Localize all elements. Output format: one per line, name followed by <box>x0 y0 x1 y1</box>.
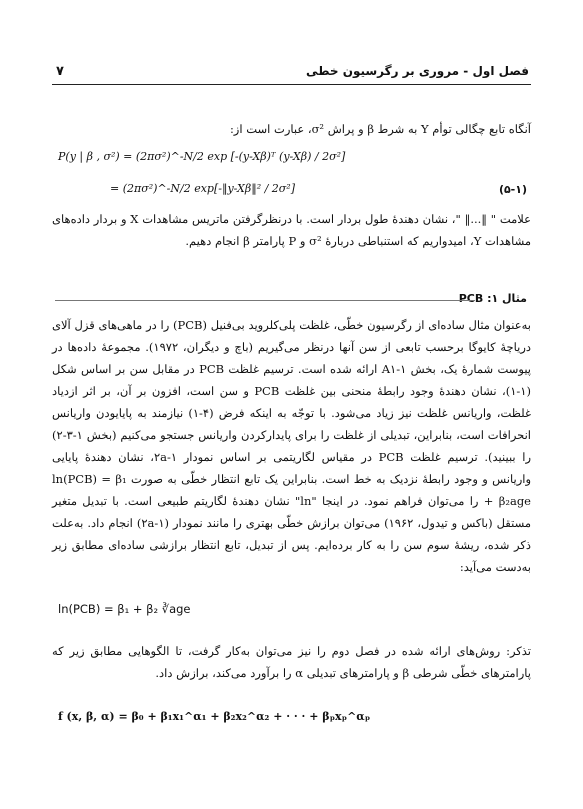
example-heading: مثال ۱: PCB <box>458 292 527 305</box>
page-header <box>52 62 531 85</box>
pcb-equation: ln(PCB) = β₁ + β₂ ∛age <box>58 602 191 616</box>
chapter-title: فصل اول - مروری بر رگرسیون خطی <box>306 64 529 78</box>
density-equation-line1: P(y | β , σ²) = (2πσ²)^-N/2 exp [-(y-Xβ)ᵀ (y-Xβ) / 2σ²] <box>58 150 346 163</box>
density-equation-line2: = (2πσ²)^-N/2 exp[-‖y-Xβ‖² / 2σ²] <box>110 182 296 195</box>
heading-rule <box>55 300 475 301</box>
note-paragraph: تذکر: روش‌های ارائه شده در فصل دوم را نیز می‌توان به‌کار گرفت، تا الگوهایی مطابق زیر که پارامترهای خطّی شرطی β و پارامترهای تبدیلی α را برآورد می‌کند، برازش داد. <box>52 644 531 680</box>
intro-text: آنگاه تابع چگالی توأم Y به شرط β و پراش σ²، عبارت است از: <box>229 122 531 136</box>
notation-paragraph: علامت " ‖...‖ "، نشان دهندهٔ طول بردار است. با درنظرگرفتن ماتریس مشاهدات X و بردار داده‌های مشاهدات Y، امیدواریم که استنباطی دربارهٔ σ² و P پارامتر β انجام دهیم. <box>52 212 532 248</box>
equation-number: (۵-۱) <box>498 183 527 196</box>
page-number: ۷ <box>56 64 64 79</box>
general-model-equation: f (x, β, α) = β₀ + β₁x₁^α₁ + β₂x₂^α₂ + · · · + βₚxₚ^αₚ <box>58 710 371 723</box>
example-paragraph: به‌عنوان مثال ساده‌ای از رگرسیون خطّی، غلظت پلی‌کلروید بی‌فنیل (PCB) را در ماهی‌های قزل آلای دریاچهٔ کایوگا برحسب تابعی از سن آنها درنظر می‌گیریم (باچ و دیگران، ۱۹۷۲). مجموعهٔ داده‌ها در پیوست شمارهٔ یک، بخش A۱-۱ ارائه شده است. ترسیم غلظت PCB در مقابل سن بر اساس شکل (۱-۱)، نشان دهندهٔ وجود رابطهٔ منحنی بین غلظت PCB و سن است، افزون بر آن، بر اثر ازدیاد غلظت، واریانس غلظت نیز زیاد می‌شود. با توجّه به اینکه فرض (۴-۱) نیازمند به پایایودن واریانس انحرافات است، بنابراین، تبدیلی از غلظت را برای پایدارکردن واریانس جستجو می‌کنیم (بخش ۱-۳-۲) را ببینید). ترسیم غلظت PCB در مقیاس لگاریتمی بر اساس نمودار ۱-۲a، نشان دهندهٔ پایایی واریانس و وجود رابطهٔ نزدیک به خط است. بنابراین یک تابع انتظار خطّی به صورت ln(PCB) = β₁ + β₂age را می‌توان فراهم نمود. در اینجا "ln" نشان دهندهٔ لگاریتم طبیعی است. با تبدیل متغیر مستقل (باکس و تیدول، ۱۹۶۲) می‌توان برازش خطّی بهتری را مانند نمودار (۱-۲a) انجام داد. به‌علت ذکر شده، ریشهٔ سوم سن را به کار برده‌ایم. پس از تبدیل، تابع انتظار برازشی ساده‌ای مطابق زیر به‌دست می‌آید: <box>52 318 532 574</box>
